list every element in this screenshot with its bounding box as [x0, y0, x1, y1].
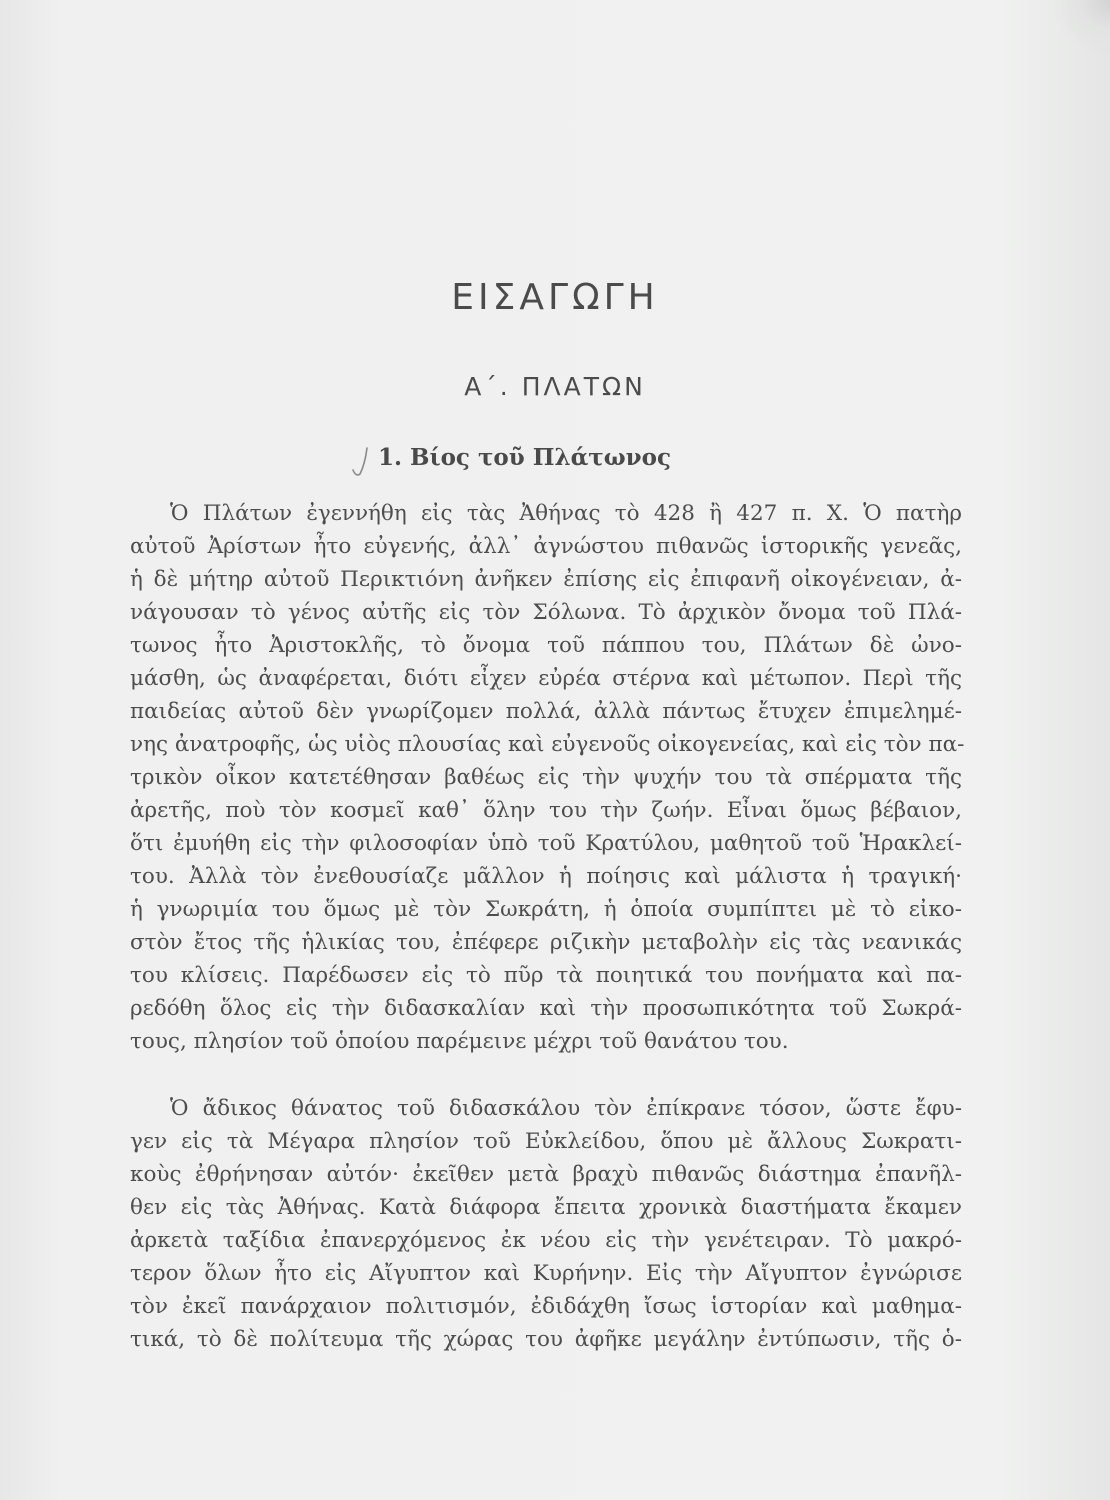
text-line: του κλίσεις. Παρέδωσεν εἰς τὸ πῦρ τὰ ποιητικά του πονήματα καὶ πα-	[130, 963, 962, 988]
text-line: γεν εἰς τὰ Μέγαρα πλησίον τοῦ Εὐκλείδου, ὅπου μὲ ἄλλους Σωκρατι-	[130, 1129, 962, 1154]
text-line: ἡ δὲ μήτηρ αὐτοῦ Περικτιόνη ἀνῆκεν ἐπίσης εἰς ἐπιφανῆ οἰκογένειαν, ἀ-	[130, 567, 962, 592]
text-line: τερον ὅλων ἦτο εἰς Αἴγυπτον καὶ Κυρήνην. Εἰς τὴν Αἴγυπτον ἐγνώρισε	[130, 1261, 962, 1286]
text-line: ὅτι ἐμυήθη εἰς τὴν φιλοσοφίαν ὑπὸ τοῦ Κρατύλου, μαθητοῦ τοῦ Ἡρακλεί-	[130, 831, 962, 856]
text-line: τους, πλησίον τοῦ ὁποίου παρέμεινε μέχρι τοῦ θανάτου του.	[130, 1029, 789, 1054]
text-line: κοὺς ἐθρήνησαν αὐτόν· ἐκεῖθεν μετὰ βραχὺ πιθανῶς διάστημα ἐπανῆλ-	[130, 1162, 962, 1187]
text-line: τὸν ἐκεῖ πανάρχαιον πολιτισμόν, ἐδιδάχθη ἴσως ἱστορίαν καὶ μαθημα-	[130, 1294, 962, 1319]
text-line: ἡ γνωριμία του ὅμως μὲ τὸν Σωκράτη, ἡ ὁποία συμπίπτει μὲ τὸ εἰκο-	[130, 897, 962, 922]
chapter-title: ΕΙΣΑΓΩΓΗ	[451, 277, 659, 318]
text-line: αὐτοῦ Ἀρίστων ἦτο εὐγενής, ἀλλ᾽ ἀγνώστου πιθανῶς ἱστορικῆς γενεᾶς,	[130, 534, 962, 559]
text-line: παιδείας αὐτοῦ δὲν γνωρίζομεν πολλά, ἀλλὰ πάντως ἔτυχεν ἐπιμελημέ-	[130, 699, 962, 724]
paragraph-1	[130, 497, 965, 1058]
page-corner-curl	[1050, 0, 1110, 60]
pencil-check-mark-icon	[350, 446, 372, 478]
text-line: ἀρκετὰ ταξίδια ἐπανερχόμενος ἐκ νέου εἰς τὴν γενέτειραν. Τὸ μακρό-	[130, 1228, 962, 1253]
text-line: νης ἀνατροφῆς, ὡς υἱὸς πλουσίας καὶ εὐγενοῦς οἰκογενείας, καὶ εἰς τὸν πα-	[130, 732, 965, 757]
text-line: θεν εἰς τὰς Ἀθήνας. Κατὰ διάφορα ἔπειτα χρονικὰ διαστήματα ἔκαμεν	[130, 1195, 962, 1220]
text-line: ἀρετῆς, ποὺ τὸν κοσμεῖ καθ᾽ ὅλην του τὴν ζωήν. Εἶναι ὅμως βέβαιον,	[130, 798, 962, 823]
text-line: στὸν ἔτος τῆς ἡλικίας του, ἐπέφερε ριζικὴν μεταβολὴν εἰς τὰς νεανικάς	[130, 930, 962, 955]
subsection-title: 1. Βίος τοῦ Πλάτωνος	[378, 444, 671, 471]
text-line: τωνος ἦτο Ἀριστοκλῆς, τὸ ὄνομα τοῦ πάππου του, Πλάτων δὲ ὠνο-	[130, 633, 962, 658]
text-line: Ὁ ἄδικος θάνατος τοῦ διδασκάλου τὸν ἐπίκρανε τόσον, ὥστε ἔφυ-	[170, 1096, 962, 1121]
text-line: τικά, τὸ δὲ πολίτευμα τῆς χώρας του ἀφῆκε μεγάλην ἐντύπωσιν, τῆς ὁ-	[130, 1327, 962, 1352]
text-line: μάσθη, ὡς ἀναφέρεται, διότι εἶχεν εὐρέα στέρνα καὶ μέτωπον. Περὶ τῆς	[130, 666, 962, 691]
text-line: τρικὸν οἶκον κατετέθησαν βαθέως εἰς τὴν ψυχήν του τὰ σπέρματα τῆς	[130, 765, 962, 790]
text-line: Ὁ Πλάτων ἐγεννήθη εἰς τὰς Ἀθήνας τὸ 428 ἢ 427 π. Χ. Ὁ πατὴρ	[170, 501, 962, 526]
paragraph-2	[130, 1092, 962, 1356]
section-title: Α΄. ΠΛΑΤΩΝ	[464, 372, 646, 401]
text-line: νάγουσαν τὸ γένος αὐτῆς εἰς τὸν Σόλωνα. Τὸ ἀρχικὸν ὄνομα τοῦ Πλά-	[130, 600, 962, 625]
text-line: του. Ἀλλὰ τὸν ἐνεθουσίαζε μᾶλλον ἡ ποίησις καὶ μάλιστα ἡ τραγική·	[130, 864, 962, 889]
text-line: ρεδόθη ὅλος εἰς τὴν διδασκαλίαν καὶ τὴν προσωπικότητα τοῦ Σωκρά-	[130, 996, 962, 1021]
